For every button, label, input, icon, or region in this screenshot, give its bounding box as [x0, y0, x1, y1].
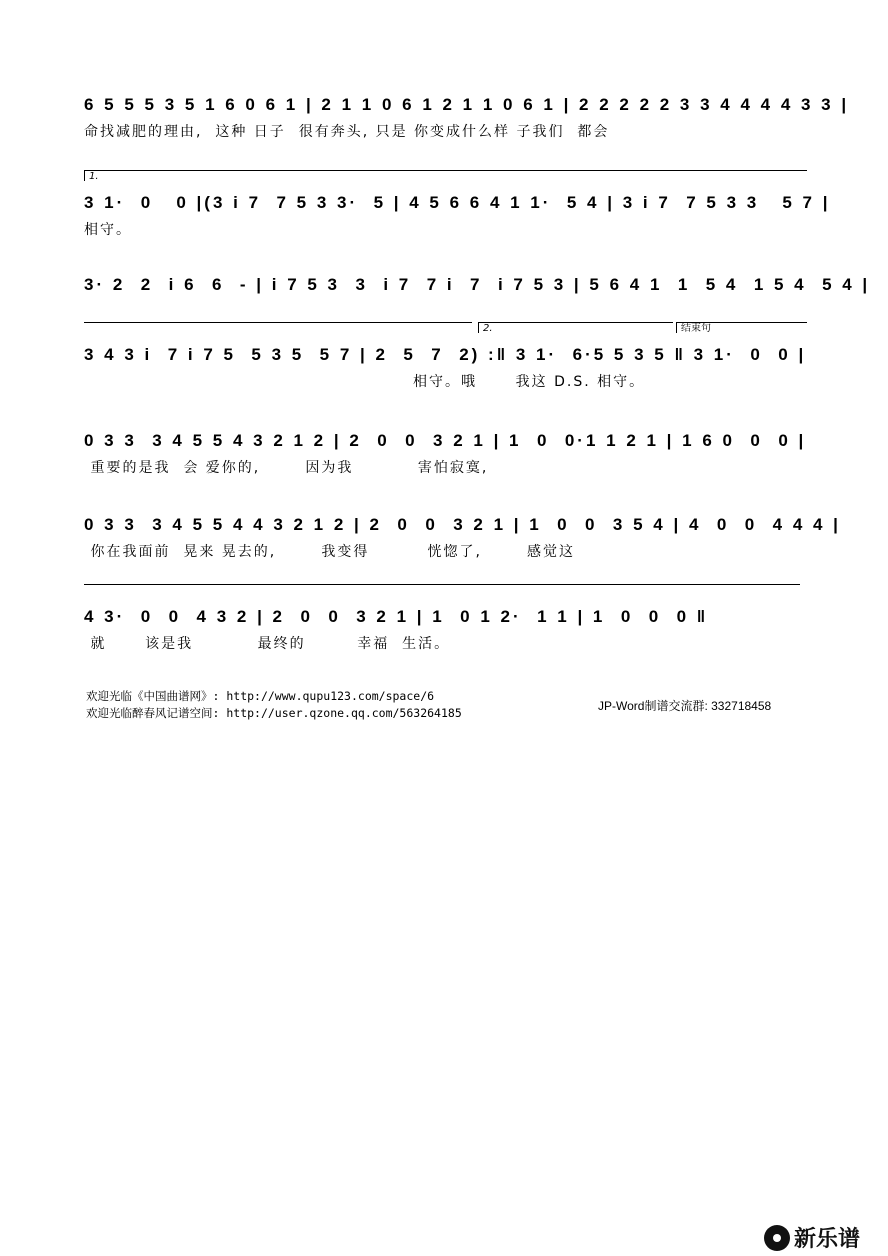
notation-line: 0 3 3 3 4 5 5 4 3 2 1 2 | 2 0 0 3 2 1 | 1 0 0·1 1 2 1 | 1 6 0 0 0 |: [84, 431, 807, 450]
staff-row-2: [84, 190, 831, 238]
site-logo: [764, 1222, 860, 1253]
lyrics-line: 相守。: [84, 222, 132, 238]
logo-text: 新乐谱: [794, 1227, 861, 1252]
staff-row-7: [84, 604, 806, 652]
volta-2-bracket: [478, 322, 673, 333]
notation-line: 6 5 5 5 3 5 1 6 0 6 1 | 2 1 1 0 6 1 2 1 1 0 6 1 | 2 2 2 2 2 3 3 4 4 4 4 3 3 |: [84, 95, 850, 114]
lyrics-line: 命找减肥的理由, 这种 日子 很有奔头, 只是 你变成什么样 子我们 都会: [84, 124, 610, 140]
staff-row-5: [84, 428, 807, 476]
staff-top-line: [84, 322, 472, 323]
lyrics-line: 重要的是我 会 爱你的, 因为我 害怕寂寞,: [84, 460, 489, 476]
staff-row-3: [84, 272, 871, 316]
staff-row-6: [84, 512, 841, 560]
staff-top-line: [84, 584, 800, 585]
volta-1-bracket: [84, 170, 807, 181]
lyrics-line: 你在我面前 晃来 晃去的, 我变得 恍惚了, 感觉这: [84, 544, 576, 560]
notation-line: 3· 2 2 i 6 6 - | i 7 5 3 3 i 7 7 i 7 i 7 5 3 | 5 6 4 1 1 5 4 1 5 4 5 4 |: [84, 275, 871, 294]
notation-line: 4 3· 0 0 4 3 2 | 2 0 0 3 2 1 | 1 0 1 2· 1 1 | 1 0 0 0 ‖: [84, 607, 709, 626]
vinyl-disc-icon: [764, 1225, 790, 1251]
ending-bracket: [676, 322, 807, 333]
notation-line: 0 3 3 3 4 5 5 4 4 3 2 1 2 | 2 0 0 3 2 1 | 1 0 0 3 5 4 | 4 0 0 4 4 4 |: [84, 515, 841, 534]
lyrics-line: 就 该是我 最终的 幸福 生活。: [84, 636, 451, 652]
lyrics-line: 相守。哦 我这 D.S. 相守。: [84, 374, 646, 390]
ending-label: 结束句: [681, 323, 711, 334]
lyrics-line: [84, 302, 806, 322]
notation-line: 3 4 3 i 7 i 7 5 5 3 5 5 7 | 2 5 7 2) :‖ 3 1· 6·5 5 3 5 ‖ 3 1· 0 0 |: [84, 345, 807, 364]
footer-group-info: JP-Word制谱交流群: 332718458: [598, 699, 772, 713]
footer-line-1: 欢迎光临《中国曲谱网》: http://www.qupu123.com/space/6: [86, 689, 435, 703]
notation-line: 3 1· 0 0 |(3 i 7 7 5 3 3· 5 | 4 5 6 6 4 1 1· 5 4 | 3 i 7 7 5 3 3 5 7 |: [84, 193, 831, 212]
volta-1-label: 1.: [89, 171, 99, 182]
footer-line-2: 欢迎光临醉春风记谱空间: http://user.qzone.qq.com/563264185: [86, 706, 462, 720]
volta-2-label: 2.: [483, 323, 493, 334]
footer-credits: [86, 688, 462, 722]
staff-row-1: [84, 92, 850, 140]
staff-row-4: [84, 342, 807, 390]
